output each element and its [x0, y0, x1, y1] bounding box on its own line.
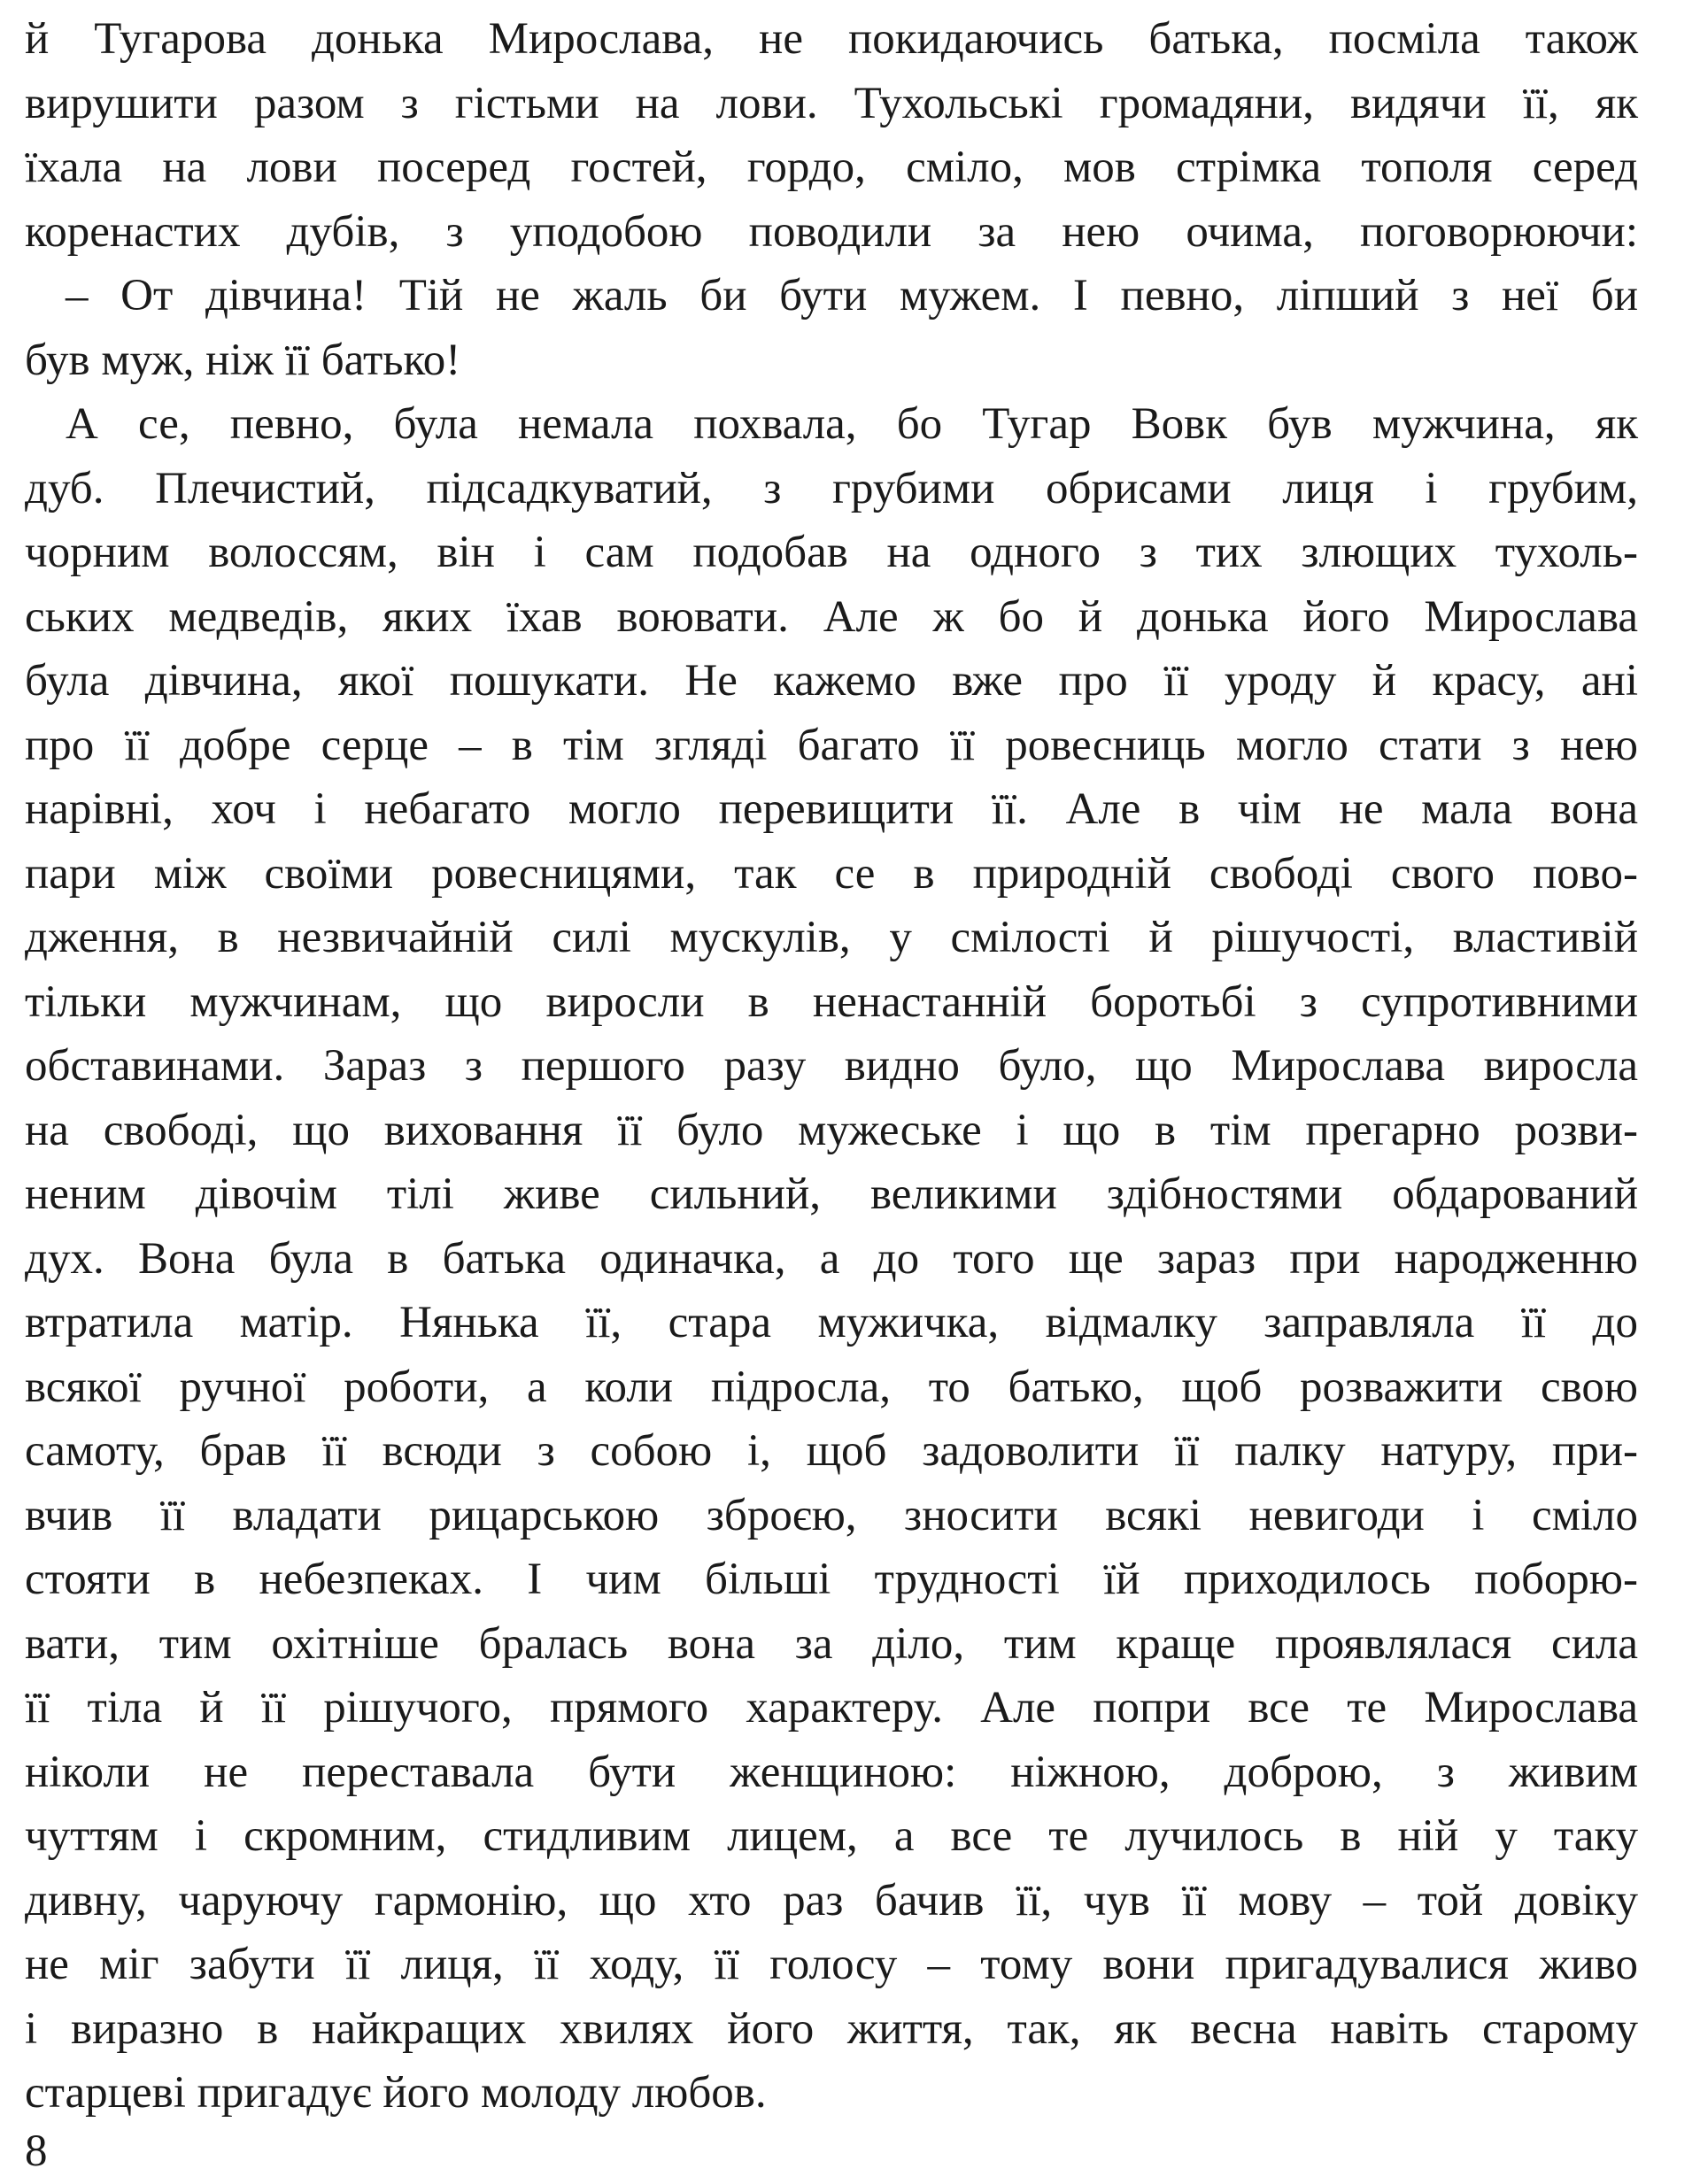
text-line: неним дівочім тілі живе сильний, великими здібностями обдарований	[25, 1169, 1638, 1219]
text-line: коренастих дубів, з уподобою поводили за нею очима, поговорюючи:	[25, 206, 1638, 257]
text-line: й Тугарова донька Мирослава, не покидаючись батька, посміла також	[25, 14, 1638, 64]
text-line: була дівчина, якої пошукати. Не кажемо вже про її уроду й красу, ані	[25, 656, 1638, 706]
text-line: старцеві пригадує його молоду любов.	[25, 2068, 767, 2118]
text-line: дух. Вона була в батька одиначка, а до того ще зараз при народженню	[25, 1233, 1638, 1284]
text-line: не міг забути її лиця, її ходу, її голосу – тому вони пригадувалися живо	[25, 1940, 1638, 1989]
text-line: дуб. Плечистий, підсадкуватий, з грубими обрисами лиця і грубим,	[25, 463, 1638, 513]
text-line: ських медведів, яких їхав воювати. Але ж бо й донька його Мирослава	[25, 591, 1638, 642]
text-line: їхала на лови посеред гостей, гордо, сміло, мов стрімка тополя серед	[25, 143, 1638, 192]
text-line: – От дівчина! Тій не жаль би бути мужем. І певно, ліпший з неї би	[66, 271, 1638, 320]
text-line: всякої ручної роботи, а коли підросла, то батько, щоб розважити свою	[25, 1362, 1638, 1412]
text-line: чуттям і скромним, стидливим лицем, а все те лучилось в ній у таку	[25, 1811, 1638, 1861]
text-line: її тіла й її рішучого, прямого характеру. Але попри все те Мирослава	[25, 1683, 1638, 1733]
text-line: ніколи не переставала бути женщиною: ніжною, доброю, з живим	[25, 1747, 1638, 1797]
text-line: про її добре серце – в тім згляді багато її ровесниць могло стати з нею	[25, 720, 1638, 770]
text-line: був муж, ніж її батько!	[25, 335, 461, 385]
text-line: вчив її владати рицарською зброєю, зносити всякі невигоди і сміло	[25, 1490, 1638, 1540]
text-line: вирушити разом з гістьми на лови. Тухольські громадяни, видячи її, як	[25, 78, 1638, 128]
text-line: нарівні, хоч і небагато могло перевищити її. Але в чім не мала вона	[25, 784, 1638, 834]
text-line: стояти в небезпеках. І чим більші трудності їй приходилось поборю-	[25, 1555, 1638, 1604]
text-line: пари між своїми ровесницями, так се в природній свободі свого пово-	[25, 848, 1638, 899]
text-line: дивну, чаруючу гармонію, що хто раз бачив її, чув її мову – той довіку	[25, 1875, 1638, 1925]
text-line: вати, тим охітніше бралась вона за діло, тим краще проявлялася сила	[25, 1618, 1638, 1669]
text-line: А се, певно, була немала похвала, бо Тугар Вовк був мужчина, як	[66, 399, 1638, 449]
text-line: і виразно в найкращих хвилях його життя, так, як весна навіть старому	[25, 2003, 1638, 2054]
text-line: самоту, брав її всюди з собою і, щоб задоволити її палку натуру, при-	[25, 1426, 1638, 1476]
text-line: дження, в незвичайній силі мускулів, у смілості й рішучості, властивій	[25, 913, 1638, 962]
text-line: втратила матір. Нянька її, стара мужичка, відмалку заправляла її до	[25, 1298, 1638, 1347]
text-line: обставинами. Зараз з першого разу видно було, що Мирослава виросла	[25, 1041, 1638, 1091]
text-line: чорним волоссям, він і сам подобав на одного з тих злющих тухоль-	[25, 528, 1638, 577]
body-text	[25, 7, 1638, 2126]
text-line: тільки мужчинам, що виросли в ненастанній боротьбі з супротивними	[25, 976, 1638, 1027]
text-line: на свободі, що виховання її було мужеське і що в тім прегарно розви-	[25, 1105, 1638, 1155]
page-number: 8	[25, 2126, 48, 2176]
